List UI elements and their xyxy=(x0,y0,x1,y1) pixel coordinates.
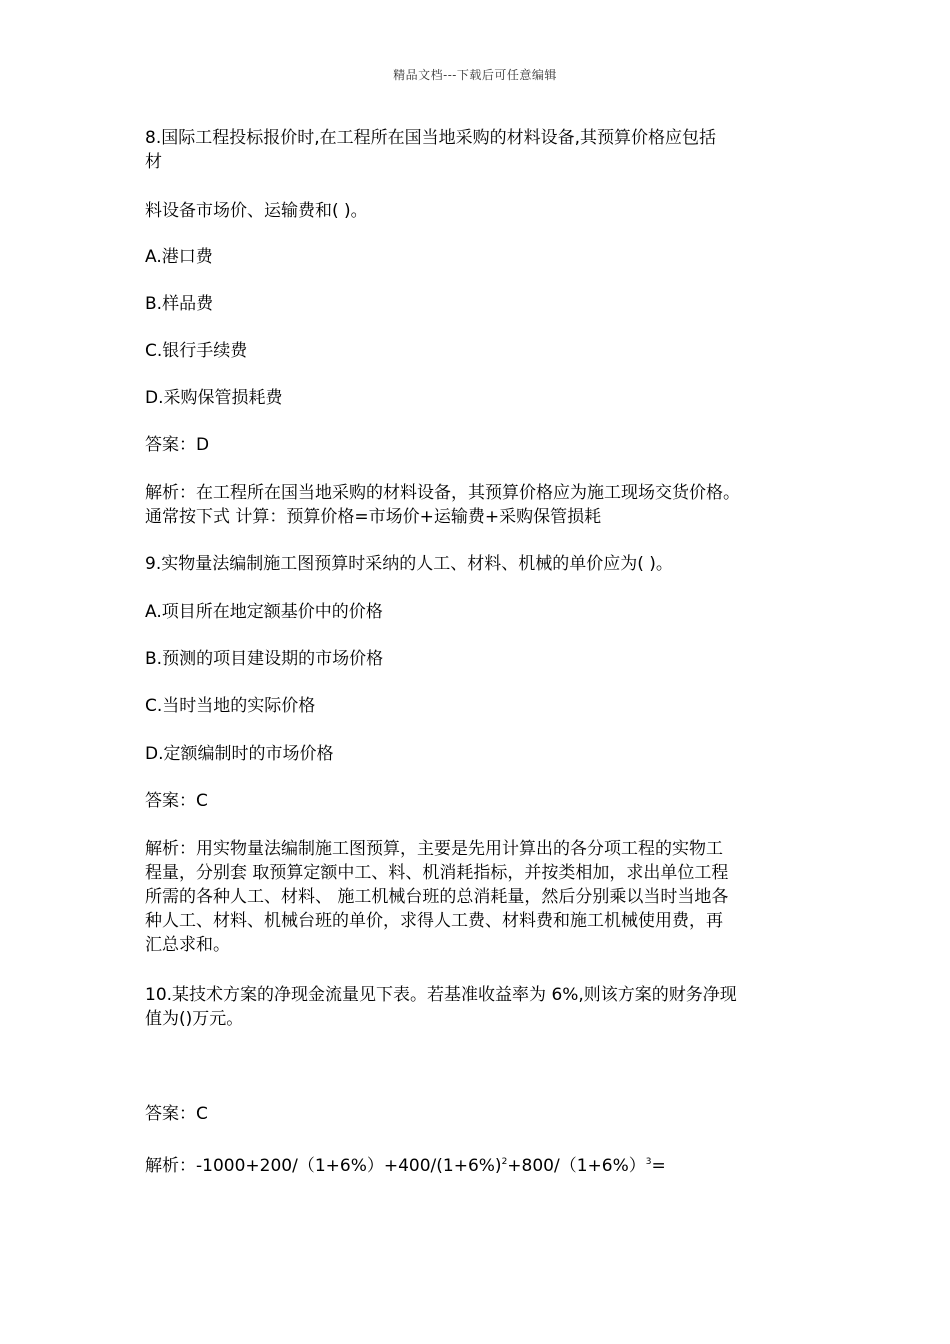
q9-option-d: D.定额编制时的市场价格 xyxy=(145,744,334,764)
q10-analysis-part2: +800/（1+6%） xyxy=(507,1156,646,1176)
q10-analysis-part1: 解析：-1000+200/（1+6%）+400/(1+6%) xyxy=(145,1156,502,1176)
q8-stem xyxy=(145,126,815,174)
q10-analysis-part3: = xyxy=(651,1156,666,1176)
q9-analysis-line4: 种人工、材料、机械台班的单价，求得人工费、材料费和施工机械使用费，再 xyxy=(145,911,723,931)
q8-analysis xyxy=(145,481,815,529)
page-header: 精品文档---下载后可任意编辑 xyxy=(393,68,557,82)
q8-option-d: D.采购保管损耗费 xyxy=(145,388,283,408)
q8-stem-line2: 材 xyxy=(145,152,162,172)
q10-exponent-3: 3 xyxy=(645,1157,652,1167)
q9-option-c: C.当时当地的实际价格 xyxy=(145,696,316,716)
q9-stem: 9.实物量法编制施工图预算时采纳的人工、材料、机械的单价应为( )。 xyxy=(145,554,673,574)
q8-stem-line1: 8.国际工程投标报价时,在工程所在国当地采购的材料设备,其预算价格应包括 xyxy=(145,128,717,148)
q8-answer: 答案：D xyxy=(145,435,210,455)
q10-analysis xyxy=(145,1150,666,1178)
q9-analysis-line1: 解析：用实物量法编制施工图预算，主要是先用计算出的各分项工程的实物工 xyxy=(145,839,723,859)
q10-stem-line1: 10.某技术方案的净现金流量见下表。若基准收益率为 6%,则该方案的财务净现 xyxy=(145,985,737,1005)
q9-option-b: B.预测的项目建设期的市场价格 xyxy=(145,649,384,669)
q8-stem-line3: 料设备市场价、运输费和( )。 xyxy=(145,201,368,221)
q9-answer: 答案：C xyxy=(145,791,208,811)
q8-analysis-line2: 通常按下式 计算：预算价格=市场价+运输费+采购保管损耗 xyxy=(145,507,602,527)
q10-exponent-2: 2 xyxy=(501,1157,508,1167)
q9-analysis-line5: 汇总求和。 xyxy=(145,935,230,955)
q10-stem xyxy=(145,983,815,1031)
q8-option-b: B.样品费 xyxy=(145,294,214,314)
q10-stem-line2: 值为()万元。 xyxy=(145,1009,244,1029)
q8-option-c: C.银行手续费 xyxy=(145,341,248,361)
q9-option-a: A.项目所在地定额基价中的价格 xyxy=(145,602,383,622)
q9-analysis-line3: 所需的各种人工、材料、 施工机械台班的总消耗量，然后分别乘以当时当地各 xyxy=(145,887,729,907)
q8-option-a: A.港口费 xyxy=(145,247,213,267)
q9-analysis xyxy=(145,837,815,957)
q10-answer: 答案：C xyxy=(145,1104,208,1124)
q8-analysis-line1: 解析：在工程所在国当地采购的材料设备，其预算价格应为施工现场交货价格。 xyxy=(145,483,740,503)
q9-analysis-line2: 程量，分别套 取预算定额中工、料、机消耗指标，并按类相加，求出单位工程 xyxy=(145,863,729,883)
